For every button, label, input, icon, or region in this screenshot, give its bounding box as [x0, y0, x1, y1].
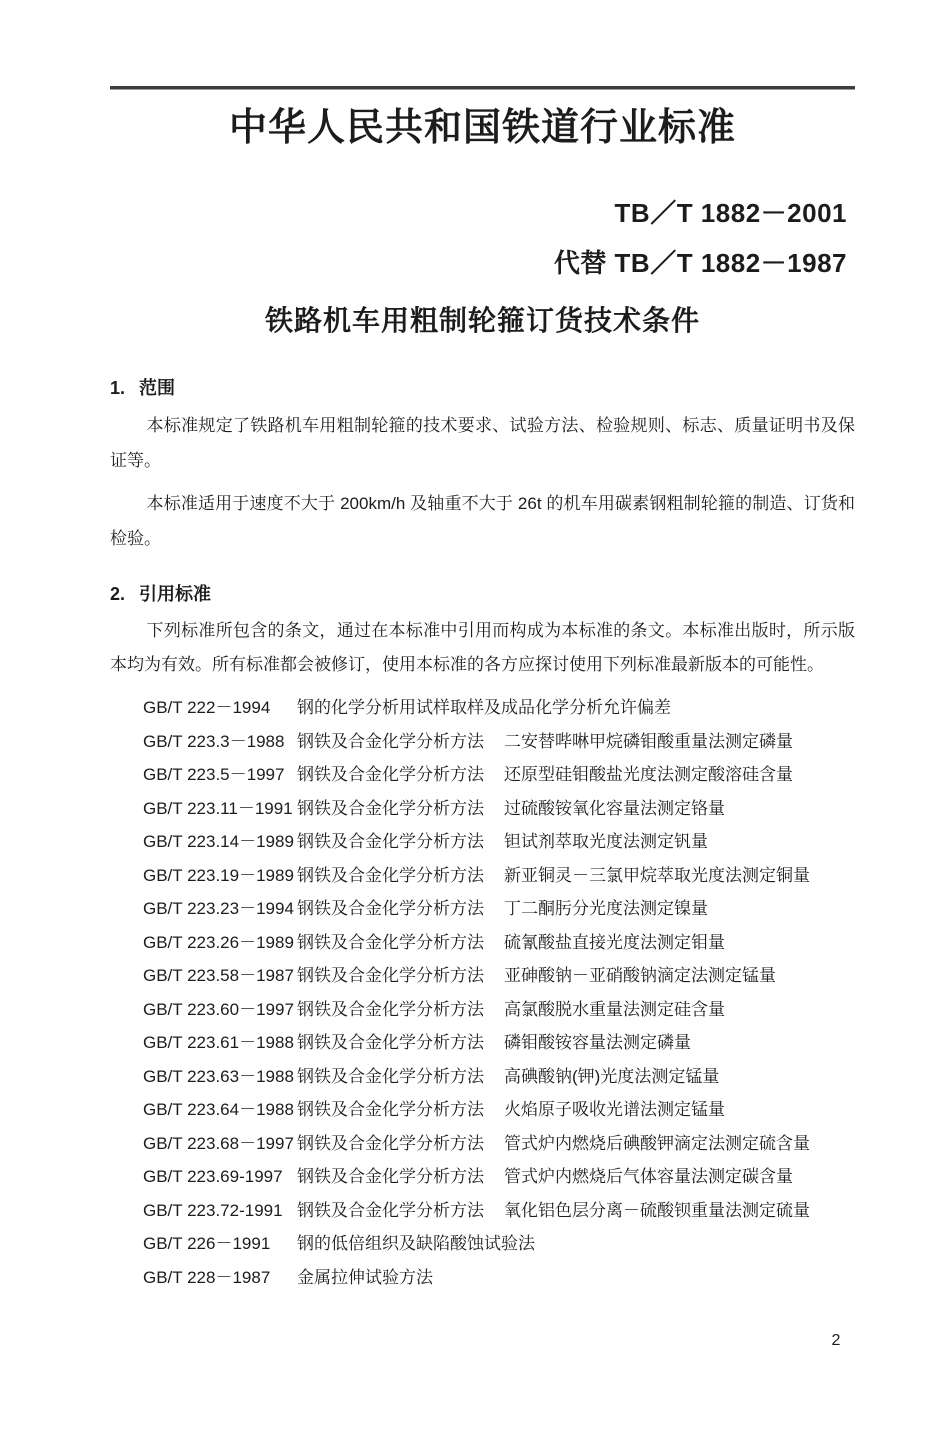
section-scope	[110, 376, 855, 556]
reference-row	[143, 1060, 855, 1094]
section-scope-label: 范围	[139, 378, 176, 398]
section-references-number: 2.	[110, 584, 126, 604]
reference-code: GB/T 223.23－1994	[143, 899, 294, 918]
reference-row	[143, 758, 855, 792]
reference-method: 新亚铜灵－三氯甲烷萃取光度法测定铜量	[504, 865, 810, 885]
header-rule	[110, 86, 855, 90]
reference-method: 磷钼酸铵容量法测定磷量	[504, 1033, 691, 1052]
reference-title: 钢铁及合金化学分析方法	[297, 832, 484, 851]
reference-title: 钢铁及合金化学分析方法	[297, 1066, 484, 1086]
reference-code: GB/T 223.5－1997	[143, 765, 285, 784]
references-intro: 下列标准所包含的条文，通过在本标准中引用而构成为本标准的条文。本标准出版时，所示版本均为有效。所有标准都会被修订，使用本标准的各方应探讨使用下列标准最新版本的可能性。	[110, 621, 855, 674]
reference-title: 钢的低倍组织及缺陷酸蚀试验法	[297, 1234, 535, 1253]
section-scope-number: 1.	[110, 378, 126, 398]
reference-title: 钢铁及合金化学分析方法	[297, 798, 484, 818]
reference-title: 钢铁及合金化学分析方法	[297, 865, 484, 885]
reference-code: GB/T 223.64－1988	[143, 1100, 294, 1119]
standard-number: TB／T 1882－2001	[614, 198, 847, 228]
section-references-label: 引用标准	[139, 584, 212, 604]
reference-code: GB/T 223.58－1987	[143, 966, 294, 985]
references-list	[110, 691, 855, 1294]
reference-title: 钢的化学分析用试样取样及成品化学分析允许偏差	[297, 698, 671, 717]
page-number: 2	[831, 1332, 841, 1349]
section-references-heading	[110, 582, 855, 606]
scope-paragraph-1: 本标准规定了铁路机车用粗制轮箍的技术要求、试验方法、检验规则、标志、质量证明书及保证等。	[110, 416, 855, 470]
section-references	[110, 582, 855, 1294]
reference-row	[143, 792, 855, 826]
reference-method: 过硫酸铵氧化容量法测定铬量	[504, 798, 725, 818]
reference-row	[143, 1194, 855, 1228]
reference-method: 氧化铝色层分离－硫酸钡重量法测定硫量	[504, 1200, 810, 1220]
document-page	[0, 86, 950, 1431]
reference-method: 高碘酸钠(钾)光度法测定锰量	[504, 1066, 720, 1086]
reference-title: 钢铁及合金化学分析方法	[297, 731, 484, 751]
reference-code: GB/T 223.14－1989	[143, 832, 294, 851]
reference-title: 钢铁及合金化学分析方法	[297, 1133, 484, 1153]
reference-code: GB/T 223.60－1997	[143, 999, 294, 1019]
reference-title: 钢铁及合金化学分析方法	[297, 899, 484, 918]
reference-row	[143, 691, 855, 725]
standard-numbers	[110, 188, 855, 288]
reference-row	[143, 926, 855, 960]
reference-title: 钢铁及合金化学分析方法	[297, 966, 484, 985]
reference-title: 钢铁及合金化学分析方法	[297, 1167, 484, 1186]
reference-method: 管式炉内燃烧后气体容量法测定碳含量	[504, 1167, 793, 1186]
replaced-standard-number: 代替 TB／T 1882－1987	[553, 248, 847, 278]
reference-code: GB/T 223.3－1988	[143, 731, 285, 751]
reference-row	[143, 825, 855, 859]
reference-title: 钢铁及合金化学分析方法	[297, 999, 484, 1019]
reference-row	[143, 1093, 855, 1127]
reference-row	[143, 1026, 855, 1060]
reference-title: 钢铁及合金化学分析方法	[297, 1033, 484, 1052]
reference-code: GB/T 223.72-1991	[143, 1200, 283, 1220]
reference-row	[143, 959, 855, 993]
reference-row	[143, 1127, 855, 1161]
reference-code: GB/T 223.19－1989	[143, 865, 294, 885]
document-subtitle: 铁路机车用粗制轮箍订货技术条件	[264, 305, 700, 336]
reference-row	[143, 859, 855, 893]
reference-row	[143, 1160, 855, 1194]
scope-paragraph-2: 本标准适用于速度不大于 200km/h 及轴重不大于 26t 的机车用碳素钢粗制轮箍的制造、订货和检验。	[110, 494, 855, 548]
reference-title: 钢铁及合金化学分析方法	[297, 1200, 484, 1220]
reference-method: 管式炉内燃烧后碘酸钾滴定法测定硫含量	[504, 1133, 810, 1153]
reference-method: 钽试剂萃取光度法测定钒量	[504, 832, 708, 851]
reference-row	[143, 1227, 855, 1261]
reference-method: 高氯酸脱水重量法测定硅含量	[504, 999, 725, 1019]
document-title: 中华人民共和国铁道行业标准	[228, 107, 736, 149]
reference-code: GB/T 226－1991	[143, 1234, 271, 1253]
reference-method: 亚砷酸钠－亚硝酸钠滴定法测定锰量	[504, 966, 776, 985]
reference-row	[143, 725, 855, 759]
reference-title: 钢铁及合金化学分析方法	[297, 932, 484, 952]
content-area	[110, 86, 855, 1294]
reference-method: 火焰原子吸收光谱法测定锰量	[504, 1100, 725, 1119]
section-scope-heading	[110, 376, 855, 400]
reference-method: 还原型硅钼酸盐光度法测定酸溶硅含量	[504, 765, 793, 784]
reference-method: 二安替哔啉甲烷磷钼酸重量法测定磷量	[504, 731, 793, 751]
reference-title: 钢铁及合金化学分析方法	[297, 765, 484, 784]
reference-code: GB/T 223.11－1991	[143, 798, 293, 818]
reference-row	[143, 1261, 855, 1295]
reference-code: GB/T 223.68－1997	[143, 1133, 294, 1153]
reference-method: 丁二酮肟分光度法测定镍量	[504, 899, 708, 918]
reference-title: 钢铁及合金化学分析方法	[297, 1100, 484, 1119]
reference-code: GB/T 223.63－1988	[143, 1066, 294, 1086]
reference-method: 硫氰酸盐直接光度法测定钼量	[504, 932, 725, 952]
reference-code: GB/T 223.61－1988	[143, 1033, 294, 1052]
reference-code: GB/T 228－1987	[143, 1267, 271, 1287]
reference-code: GB/T 223.69-1997	[143, 1167, 283, 1186]
reference-row	[143, 993, 855, 1027]
reference-code: GB/T 222－1994	[143, 698, 271, 717]
reference-row	[143, 892, 855, 926]
reference-code: GB/T 223.26－1989	[143, 932, 294, 952]
reference-title: 金属拉伸试验方法	[297, 1267, 433, 1287]
